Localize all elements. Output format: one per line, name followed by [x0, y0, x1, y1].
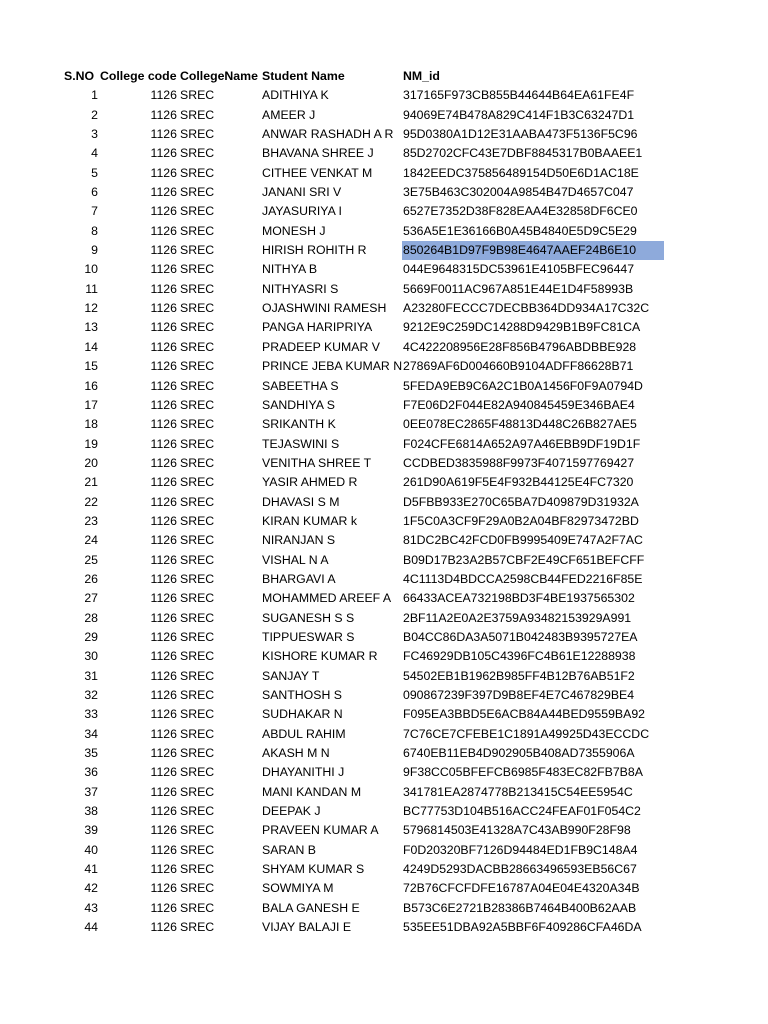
cell-sno[interactable]: 12 [84, 301, 98, 316]
cell-sno[interactable]: 5 [91, 165, 98, 180]
cell-college-code[interactable]: 1126 [150, 571, 177, 586]
cell-student-name[interactable]: TEJASWINI S [262, 436, 340, 451]
cell-nm-id[interactable]: A23280FECCC7DECBB364DD934A17C32C [403, 301, 650, 316]
cell-nm-id[interactable]: 850264B1D97F9B98E4647AAEF24B6E10 [402, 241, 664, 260]
cell-college-name[interactable]: SREC [180, 823, 215, 838]
cell-college-code[interactable]: 1126 [150, 417, 177, 432]
cell-sno[interactable]: 1 [91, 88, 98, 103]
cell-sno[interactable]: 11 [85, 281, 98, 296]
cell-college-name[interactable]: SREC [180, 397, 215, 412]
table-row [0, 918, 768, 937]
table-row [0, 783, 768, 802]
cell-sno[interactable]: 35 [84, 746, 98, 761]
cell-college-code[interactable]: 1126 [150, 185, 177, 200]
table-row [0, 589, 768, 608]
cell-sno[interactable]: 2 [91, 107, 98, 122]
cell-college-code[interactable]: 1126 [150, 649, 177, 664]
cell-sno[interactable]: 29 [84, 629, 98, 644]
cell-college-code[interactable]: 1126 [150, 668, 177, 683]
cell-student-name[interactable]: SOWMIYA M [262, 881, 334, 896]
cell-sno[interactable]: 14 [84, 339, 98, 354]
cell-nm-id[interactable]: 0EE078EC2865F48813D448C26B827AE5 [403, 417, 637, 432]
cell-college-name[interactable]: SREC [180, 513, 215, 528]
cell-nm-id[interactable]: 317165F973CB855B44644B64EA61FE4F [403, 88, 635, 103]
cell-sno[interactable]: 25 [84, 552, 98, 567]
cell-college-name[interactable]: SREC [180, 688, 215, 702]
table-row [0, 357, 768, 376]
table-row [0, 396, 768, 415]
cell-sno[interactable]: 40 [84, 842, 98, 857]
cell-student-name[interactable]: MOHAMMED AREEF A [262, 591, 392, 606]
cell-college-code[interactable]: 1126 [150, 88, 177, 103]
cell-nm-id[interactable]: 5796814503E41328A7C43AB990F28F98 [403, 823, 631, 838]
cell-sno[interactable]: 15 [84, 359, 98, 374]
cell-college-code[interactable]: 1126 [150, 533, 177, 548]
cell-college-code[interactable]: 1126 [150, 320, 177, 335]
table-row [0, 222, 768, 241]
cell-college-name[interactable]: SREC [180, 746, 215, 761]
cell-college-name[interactable]: SREC [180, 436, 215, 451]
cell-sno[interactable]: 30 [84, 649, 98, 664]
cell-student-name[interactable]: NITHYA B [262, 262, 318, 277]
cell-college-name[interactable]: SREC [180, 765, 215, 780]
cell-nm-id[interactable]: F0D20320BF7126D94484ED1FB9C148A4 [403, 842, 638, 857]
cell-college-code[interactable]: 1126 [150, 397, 177, 412]
table-row [0, 570, 768, 589]
cell-student-name[interactable]: HIRISH ROHITH R [262, 243, 367, 258]
cell-student-name[interactable]: SUGANESH S S [262, 610, 355, 625]
cell-sno[interactable]: 31 [84, 668, 98, 683]
cell-student-name[interactable]: SARAN B [262, 842, 316, 857]
cell-college-code[interactable]: 1126 [150, 881, 177, 896]
table-row [0, 86, 768, 105]
cell-college-name[interactable]: SREC [180, 378, 215, 393]
cell-nm-id[interactable]: 4249D5293DACBB28663496593EB56C67 [403, 862, 637, 877]
cell-college-name[interactable]: SREC [180, 223, 215, 238]
table-row [0, 164, 768, 183]
cell-nm-id[interactable]: 7C76CE7CFEBE1C1891A49925D43ECCDC [403, 726, 650, 741]
table-row [0, 841, 768, 860]
cell-college-code[interactable]: 1126 [150, 726, 177, 741]
cell-nm-id[interactable]: 4C1113D4BDCCA2598CB44FED2216F85E [403, 571, 643, 586]
cell-student-name[interactable]: AMEER J [262, 107, 316, 122]
cell-nm-id[interactable]: D5FBB933E270C65BA7D409879D31932A [403, 494, 639, 509]
cell-college-name[interactable]: SREC [180, 707, 215, 722]
cell-college-name[interactable]: SREC [180, 649, 215, 664]
cell-college-name[interactable]: SREC [180, 726, 215, 741]
cell-nm-id[interactable]: F024CFE6814A652A97A46EBB9DF19D1F [403, 436, 641, 451]
cell-college-code[interactable]: 1126 [150, 339, 177, 354]
cell-sno[interactable]: 9 [91, 243, 98, 258]
table-row [0, 318, 768, 337]
header-student-name[interactable]: Student Name [262, 69, 345, 83]
table-row [0, 415, 768, 434]
table-row [0, 705, 768, 724]
table-row [0, 551, 768, 570]
header-nm-id[interactable]: NM_id [403, 69, 440, 83]
cell-student-name[interactable]: PRAVEEN KUMAR A [262, 823, 379, 838]
header-college-name[interactable]: CollegeName [180, 69, 258, 83]
table-row [0, 763, 768, 782]
cell-student-name[interactable]: ANWAR RASHADH A R [262, 127, 394, 142]
cell-sno[interactable]: 36 [84, 765, 98, 780]
cell-nm-id[interactable]: 9F38CC05BFEFCB6985F483EC82FB7B8A [403, 765, 643, 780]
cell-college-name[interactable]: SREC [180, 784, 215, 799]
spreadsheet [0, 67, 768, 937]
cell-student-name[interactable]: YASIR AHMED R [262, 475, 358, 490]
cell-college-code[interactable]: 1126 [150, 107, 177, 122]
cell-college-name[interactable]: SREC [180, 165, 215, 180]
table-row [0, 183, 768, 202]
table-row [0, 473, 768, 492]
table-row [0, 802, 768, 821]
cell-college-code[interactable]: 1126 [150, 262, 177, 277]
cell-college-code[interactable]: 1126 [150, 165, 177, 180]
cell-nm-id[interactable]: 3E75B463C302004A9854B47D4657C047 [403, 185, 634, 200]
cell-student-name[interactable]: ABDUL RAHIM [262, 726, 346, 741]
cell-college-name[interactable]: SREC [180, 281, 215, 296]
cell-sno[interactable]: 3 [91, 127, 98, 142]
cell-nm-id[interactable]: 27869AF6D004660B9104ADFF86628B71 [403, 359, 634, 374]
cell-nm-id[interactable]: 535EE51DBA92A5BBF6F409286CFA46DA [403, 920, 642, 935]
cell-college-name[interactable]: SREC [180, 591, 215, 606]
cell-sno[interactable]: 23 [84, 513, 98, 528]
table-row [0, 531, 768, 550]
cell-sno[interactable]: 21 [84, 475, 98, 490]
cell-college-code[interactable]: 1126 [150, 784, 177, 799]
cell-sno[interactable]: 37 [84, 784, 98, 799]
cell-college-code[interactable]: 1126 [150, 552, 177, 567]
cell-nm-id[interactable]: 94069E74B478A829C414F1B3C63247D1 [403, 107, 635, 122]
cell-student-name[interactable]: DEEPAK J [262, 804, 321, 819]
cell-sno[interactable]: 43 [84, 900, 98, 915]
cell-sno[interactable]: 4 [91, 146, 98, 161]
cell-college-code[interactable]: 1126 [150, 281, 177, 296]
table-row [0, 125, 768, 144]
table-row [0, 628, 768, 647]
cell-nm-id[interactable]: FC46929DB105C4396FC4B61E12288938 [403, 649, 636, 664]
cell-student-name[interactable]: SANJAY T [262, 668, 320, 683]
cell-student-name[interactable]: NIRANJAN S [262, 533, 336, 548]
cell-sno[interactable]: 20 [84, 455, 98, 470]
cell-nm-id[interactable]: 81DC2BC42FCD0FB9995409E747A2F7AC [403, 533, 643, 548]
cell-college-code[interactable]: 1126 [150, 223, 177, 238]
cell-college-code[interactable]: 1126 [150, 707, 177, 722]
cell-student-name[interactable]: TIPPUESWAR S [262, 629, 355, 644]
cell-college-code[interactable]: 1126 [150, 842, 177, 857]
cell-college-name[interactable]: SREC [180, 881, 215, 896]
table-row [0, 280, 768, 299]
cell-sno[interactable]: 27 [84, 591, 98, 606]
cell-college-code[interactable]: 1126 [150, 804, 177, 819]
cell-college-code[interactable]: 1126 [150, 494, 177, 509]
cell-college-name[interactable]: SREC [180, 571, 215, 586]
table-row [0, 260, 768, 279]
cell-student-name[interactable]: VISHAL N A [262, 552, 329, 567]
cell-college-code[interactable]: 1126 [150, 765, 177, 780]
cell-sno[interactable]: 6 [91, 185, 98, 200]
table-row [0, 686, 768, 705]
cell-college-name[interactable]: SREC [180, 804, 215, 819]
cell-college-code[interactable]: 1126 [150, 513, 177, 528]
cell-nm-id[interactable]: 85D2702CFC43E7DBF8845317B0BAAEE1 [403, 146, 643, 161]
table-row [0, 493, 768, 512]
cell-nm-id[interactable]: 6527E7352D38F828EAA4E32858DF6CE0 [403, 204, 638, 219]
cell-student-name[interactable]: JANANI SRI V [262, 185, 342, 200]
cell-nm-id[interactable]: F7E06D2F044E82A940845459E346BAE4 [403, 397, 635, 412]
cell-sno[interactable]: 7 [91, 204, 98, 219]
cell-college-name[interactable]: SREC [180, 243, 215, 258]
cell-college-name[interactable]: SREC [180, 629, 215, 644]
table-row [0, 821, 768, 840]
cell-student-name[interactable]: ADITHIYA K [262, 88, 329, 103]
cell-student-name[interactable]: SANTHOSH S [262, 688, 342, 702]
cell-college-code[interactable]: 1126 [150, 146, 177, 161]
table-row [0, 667, 768, 686]
cell-sno[interactable]: 38 [84, 804, 98, 819]
cell-college-name[interactable]: SREC [180, 185, 215, 200]
table-row [0, 725, 768, 744]
cell-sno[interactable]: 16 [84, 378, 98, 393]
cell-sno[interactable]: 17 [84, 397, 98, 412]
cell-nm-id[interactable]: 2BF11A2E0A2E3759A93482153929A991 [403, 610, 632, 625]
cell-nm-id[interactable]: B09D17B23A2B57CBF2E49CF651BEFCFF [403, 552, 645, 567]
cell-student-name[interactable]: BHARGAVI A [262, 571, 336, 586]
cell-college-code[interactable]: 1126 [150, 359, 177, 374]
table-row [0, 241, 768, 260]
table-row [0, 899, 768, 918]
cell-nm-id[interactable]: 6740EB11EB4D902905B408AD7355906A [403, 746, 635, 761]
cell-nm-id[interactable]: 5FEDA9EB9C6A2C1B0A1456F0F9A0794D [403, 378, 643, 393]
table-row [0, 338, 768, 357]
table-row [0, 609, 768, 628]
cell-student-name[interactable]: SHYAM KUMAR S [262, 862, 365, 877]
cell-college-code[interactable]: 1126 [150, 591, 177, 606]
cell-student-name[interactable]: MONESH J [262, 223, 326, 238]
cell-college-name[interactable]: SREC [180, 339, 215, 354]
cell-sno[interactable]: 24 [84, 533, 98, 548]
cell-student-name[interactable]: PRINCE JEBA KUMAR N [262, 359, 403, 374]
cell-college-code[interactable]: 1126 [150, 301, 177, 316]
cell-sno[interactable]: 19 [84, 436, 98, 451]
cell-nm-id[interactable]: CCDBED3835988F9973F4071597769427 [403, 455, 635, 470]
cell-sno[interactable]: 8 [91, 223, 98, 238]
cell-college-name[interactable]: SREC [180, 88, 215, 103]
cell-college-code[interactable]: 1126 [150, 378, 177, 393]
cell-sno[interactable]: 41 [84, 862, 98, 877]
cell-student-name[interactable]: KIRAN KUMAR k [262, 513, 357, 528]
cell-college-name[interactable]: SREC [180, 146, 215, 161]
cell-college-name[interactable]: SREC [180, 107, 215, 122]
cell-student-name[interactable]: VENITHA SHREE T [262, 455, 372, 470]
cell-sno[interactable]: 18 [84, 417, 98, 432]
cell-college-name[interactable]: SREC [180, 610, 215, 625]
cell-nm-id[interactable]: 4C422208956E28F856B4796ABDBBE928 [403, 339, 637, 354]
cell-college-name[interactable]: SREC [180, 127, 215, 142]
cell-college-code[interactable]: 1126 [150, 746, 177, 761]
table-body [0, 86, 768, 937]
table-row [0, 299, 768, 318]
cell-nm-id[interactable]: 9212E9C259DC14288D9429B1B9FC81CA [403, 320, 641, 335]
cell-college-name[interactable]: SREC [180, 455, 215, 470]
cell-sno[interactable]: 44 [84, 920, 98, 935]
table-row [0, 144, 768, 163]
cell-college-name[interactable]: SREC [180, 320, 215, 335]
cell-sno[interactable]: 10 [84, 262, 98, 277]
table-row [0, 879, 768, 898]
cell-college-code[interactable]: 1126 [150, 688, 177, 702]
cell-college-name[interactable]: SREC [180, 900, 215, 915]
table-row [0, 106, 768, 125]
cell-nm-id[interactable]: 090867239F397D9B8EF4E7C467829BE4 [403, 688, 635, 702]
table-row [0, 512, 768, 531]
cell-college-name[interactable]: SREC [180, 842, 215, 857]
cell-sno[interactable]: 22 [84, 494, 98, 509]
cell-student-name[interactable]: SANDHIYA S [262, 397, 335, 412]
cell-student-name[interactable]: OJASHWINI RAMESH [262, 301, 387, 316]
cell-nm-id[interactable]: F095EA3BBD5E6ACB84A44BED9559BA92 [403, 707, 645, 722]
cell-student-name[interactable]: PANGA HARIPRIYA [262, 320, 373, 335]
cell-student-name[interactable]: DHAVASI S M [262, 494, 340, 509]
header-sno[interactable]: S.NO [64, 69, 95, 83]
cell-college-code[interactable]: 1126 [150, 475, 177, 490]
cell-student-name[interactable]: PRADEEP KUMAR V [262, 339, 380, 354]
cell-college-code[interactable]: 1126 [150, 455, 177, 470]
cell-nm-id[interactable]: 341781EA2874778B213415C54EE5954C [403, 784, 633, 799]
cell-college-code[interactable]: 1126 [150, 629, 177, 644]
table-row [0, 202, 768, 221]
cell-nm-id[interactable]: BC77753D104B516ACC24FEAF01F054C2 [403, 804, 641, 819]
cell-college-name[interactable]: SREC [180, 533, 215, 548]
cell-nm-id[interactable]: 66433ACEA732198BD3F4BE1937565302 [403, 591, 635, 606]
cell-nm-id[interactable]: 261D90A619F5E4F932B44125E4FC7320 [403, 475, 634, 490]
cell-student-name[interactable]: JAYASURIYA I [262, 204, 342, 219]
cell-student-name[interactable]: SRIKANTH K [262, 417, 336, 432]
cell-college-name[interactable]: SREC [180, 475, 215, 490]
cell-student-name[interactable]: MANI KANDAN M [262, 784, 362, 799]
cell-college-name[interactable]: SREC [180, 359, 215, 374]
table-row [0, 744, 768, 763]
table-row [0, 860, 768, 879]
cell-sno[interactable]: 13 [84, 320, 98, 335]
cell-sno[interactable]: 26 [84, 571, 98, 586]
cell-student-name[interactable]: SABEETHA S [262, 378, 339, 393]
cell-college-code[interactable]: 1126 [150, 243, 177, 258]
header-college-code[interactable]: College code [100, 69, 177, 83]
cell-college-code[interactable]: 1126 [150, 436, 177, 451]
cell-student-name[interactable]: BALA GANESH E [262, 900, 360, 915]
cell-nm-id[interactable]: 044E9648315DC53961E4105BFEC96447 [403, 262, 635, 277]
cell-college-name[interactable]: SREC [180, 862, 215, 877]
table-row [0, 435, 768, 454]
cell-nm-id[interactable]: B04CC86DA3A5071B042483B9395727EA [403, 629, 638, 644]
cell-nm-id[interactable]: 1842EEDC375856489154D50E6D1AC18E [403, 165, 639, 180]
cell-college-code[interactable]: 1126 [150, 823, 177, 838]
cell-college-name[interactable]: SREC [180, 552, 215, 567]
cell-nm-id[interactable]: B573C6E2721B28386B7464B400B62AAB [403, 900, 637, 915]
cell-college-code[interactable]: 1126 [150, 610, 177, 625]
cell-student-name[interactable]: SUDHAKAR N [262, 707, 343, 722]
cell-sno[interactable]: 42 [84, 881, 98, 896]
cell-student-name[interactable]: VIJAY BALAJI E [262, 920, 352, 935]
cell-nm-id[interactable]: 5669F0011AC967A851E44E1D4F58993B [403, 281, 634, 296]
cell-college-code[interactable]: 1126 [150, 920, 177, 935]
cell-student-name[interactable]: AKASH M N [262, 746, 330, 761]
cell-nm-id[interactable]: 72B76CFCFDFE16787A04E04E4320A34B [403, 881, 640, 896]
cell-sno[interactable]: 32 [84, 688, 98, 702]
cell-college-name[interactable]: SREC [180, 417, 215, 432]
table-row [0, 454, 768, 473]
cell-sno[interactable]: 39 [84, 823, 98, 838]
cell-nm-id[interactable]: 1F5C0A3CF9F29A0B2A04BF82973472BD [403, 513, 639, 528]
table-row [0, 377, 768, 396]
cell-student-name[interactable]: NITHYASRI S [262, 281, 339, 296]
cell-nm-id[interactable]: 95D0380A1D12E31AABA473F5136F5C96 [403, 127, 638, 142]
cell-student-name[interactable]: DHAYANITHI J [262, 765, 345, 780]
cell-college-code[interactable]: 1126 [150, 862, 177, 877]
cell-sno[interactable]: 34 [84, 726, 98, 741]
cell-college-code[interactable]: 1126 [150, 900, 177, 915]
header-row [0, 67, 768, 86]
cell-college-code[interactable]: 1126 [150, 204, 177, 219]
cell-sno[interactable]: 33 [84, 707, 98, 722]
cell-student-name[interactable]: BHAVANA SHREE J [262, 146, 374, 161]
cell-college-name[interactable]: SREC [180, 204, 215, 219]
cell-nm-id[interactable]: 54502EB1B1962B985FF4B12B76AB51F2 [403, 668, 635, 683]
cell-nm-id[interactable]: 536A5E1E36166B0A45B4840E5D9C5E29 [403, 223, 637, 238]
cell-college-name[interactable]: SREC [180, 262, 215, 277]
cell-sno[interactable]: 28 [84, 610, 98, 625]
cell-student-name[interactable]: CITHEE VENKAT M [262, 165, 373, 180]
cell-college-code[interactable]: 1126 [150, 127, 177, 142]
cell-college-name[interactable]: SREC [180, 920, 215, 935]
cell-student-name[interactable]: KISHORE KUMAR R [262, 649, 378, 664]
cell-college-name[interactable]: SREC [180, 301, 215, 316]
table-row [0, 647, 768, 666]
cell-college-name[interactable]: SREC [180, 494, 215, 509]
cell-college-name[interactable]: SREC [180, 668, 215, 683]
